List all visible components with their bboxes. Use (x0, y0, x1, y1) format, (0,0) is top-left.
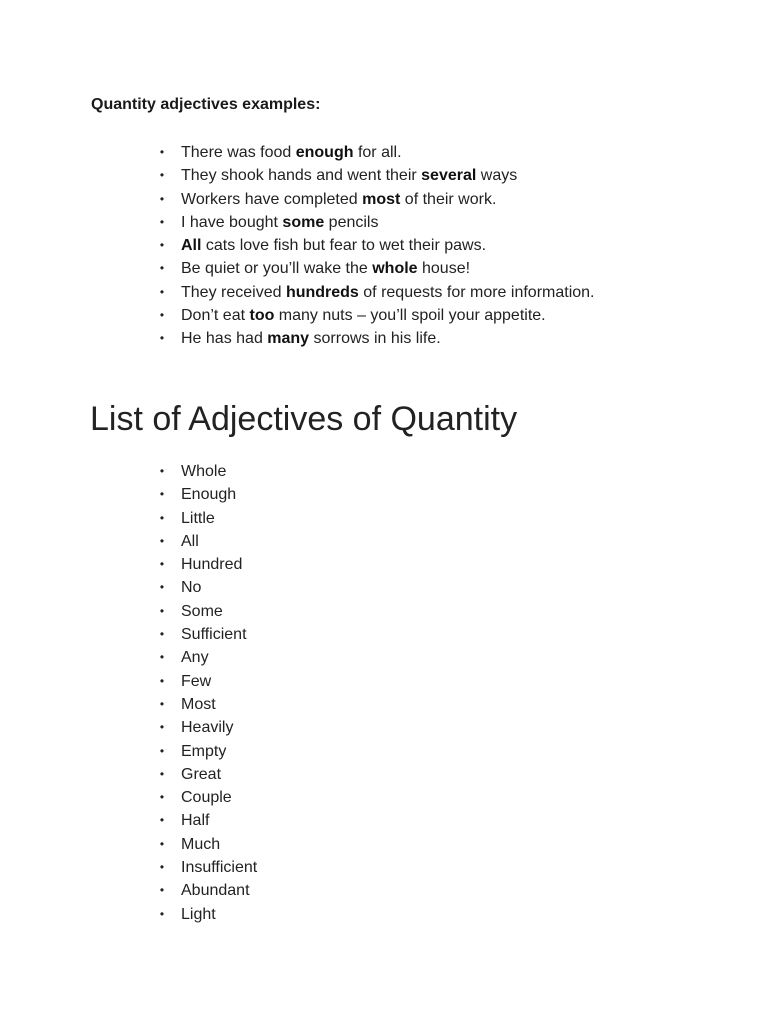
example-quantity-word: hundreds (285, 283, 359, 301)
adjective-item (157, 809, 257, 832)
example-quantity-word: enough (295, 144, 354, 161)
example-text-before: Be quiet or you’ll wake the (181, 260, 373, 278)
bullet-icon: • (159, 487, 165, 502)
example-item (157, 234, 594, 257)
adjective-item (157, 879, 257, 902)
example-text-before: He has had (181, 330, 268, 348)
example-text-after: house! (417, 260, 471, 278)
example-text-after: cats love fish but fear to wet their paws. (201, 237, 487, 255)
bullet-icon: • (159, 627, 165, 642)
example-item (157, 257, 594, 280)
example-quantity-word: most (362, 190, 401, 208)
adjective-label: No (181, 579, 202, 597)
example-item (157, 281, 594, 304)
example-text-before: They shook hands and went their (181, 167, 422, 185)
adjective-item (157, 693, 257, 716)
example-item (157, 304, 594, 327)
bullet-icon: • (159, 557, 165, 572)
adjective-label: Few (181, 672, 212, 690)
adjective-label: Some (181, 602, 223, 620)
bullet-icon: • (159, 603, 165, 618)
bullet-icon: • (159, 696, 165, 711)
example-text-after: pencils (324, 213, 379, 231)
bullet-icon: • (159, 331, 165, 346)
adjective-item (157, 646, 257, 669)
bullet-icon: • (159, 580, 165, 595)
bullet-icon: • (159, 261, 165, 276)
adjective-label: Hundred (181, 556, 243, 574)
example-quantity-word: some (282, 213, 325, 231)
example-text-after: of requests for more information. (358, 283, 595, 301)
example-quantity-word: All (181, 237, 202, 255)
example-text-after: sorrows in his life. (309, 330, 441, 348)
adjective-item (157, 786, 257, 809)
bullet-icon: • (159, 191, 165, 206)
bullet-icon: • (159, 308, 165, 323)
adjective-item (157, 763, 257, 786)
example-text-after: of their work. (400, 190, 497, 208)
example-text-after: for all. (353, 144, 402, 161)
bullet-icon: • (159, 673, 165, 688)
bullet-icon: • (159, 284, 165, 299)
adjective-label: Little (181, 509, 215, 527)
adjective-label: Heavily (181, 719, 234, 737)
bullet-icon: • (159, 813, 165, 828)
bullet-icon: • (159, 533, 165, 548)
adjective-label: Empty (181, 742, 227, 760)
adjective-item (157, 460, 257, 483)
adjective-label: Most (181, 695, 216, 713)
bullet-icon: • (159, 145, 165, 159)
adjective-item (157, 530, 257, 553)
adjective-label: Great (181, 765, 222, 783)
example-item (157, 211, 594, 234)
adjective-label: Sufficient (181, 626, 247, 644)
adjective-item (157, 600, 257, 623)
bullet-icon: • (159, 743, 165, 758)
bullet-icon: • (159, 650, 165, 665)
examples-heading: Quantity adjectives examples: (91, 96, 321, 113)
bullet-icon: • (159, 464, 165, 478)
example-quantity-word: whole (372, 260, 418, 278)
example-text-before: They received (181, 283, 286, 301)
adjective-label: Light (181, 905, 216, 923)
bullet-icon: • (159, 906, 165, 921)
bullet-icon: • (159, 214, 165, 229)
adjective-item (157, 507, 257, 530)
bullet-icon: • (159, 766, 165, 781)
example-text-after: ways (476, 167, 518, 185)
example-quantity-word: several (421, 167, 477, 185)
adjective-item (157, 576, 257, 599)
example-text-before: Don’t eat (181, 307, 250, 325)
list-heading: List of Adjectives of Quantity (90, 400, 518, 438)
bullet-icon: • (159, 883, 165, 898)
example-text-before: There was food (181, 144, 296, 161)
bullet-icon: • (159, 720, 165, 735)
example-text-before: I have bought (181, 213, 283, 231)
example-text-before: Workers have completed (181, 190, 363, 208)
adjective-item (157, 670, 257, 693)
adjective-label: Couple (181, 789, 232, 807)
example-quantity-word: many (267, 330, 310, 348)
bullet-icon: • (159, 510, 165, 525)
adjective-label: Enough (181, 486, 237, 504)
adjective-label: Insufficient (181, 859, 258, 877)
adjective-label: Half (181, 812, 210, 830)
example-item (157, 141, 594, 164)
adjective-item (157, 623, 257, 646)
example-text-after: many nuts – you’ll spoil your appetite. (274, 307, 546, 325)
example-quantity-word: too (249, 307, 275, 325)
adjective-label: Much (181, 835, 221, 853)
example-item (157, 327, 594, 350)
bullet-icon: • (159, 790, 165, 805)
adjective-item (157, 856, 257, 879)
adjective-item (157, 903, 257, 926)
adjective-label: Any (181, 649, 209, 667)
example-item (157, 164, 594, 187)
adjective-item (157, 740, 257, 763)
bullet-icon: • (159, 860, 165, 875)
adjective-item (157, 553, 257, 576)
adjective-label: Whole (181, 463, 227, 480)
examples-list (157, 141, 594, 351)
adjective-item (157, 483, 257, 506)
adjective-item (157, 716, 257, 739)
bullet-icon: • (159, 168, 165, 183)
adjective-label: All (181, 532, 199, 550)
example-item (157, 188, 594, 211)
adjective-item (157, 833, 257, 856)
bullet-icon: • (159, 238, 165, 253)
adjectives-list (157, 460, 257, 926)
bullet-icon: • (159, 836, 165, 851)
adjective-label: Abundant (181, 882, 250, 900)
